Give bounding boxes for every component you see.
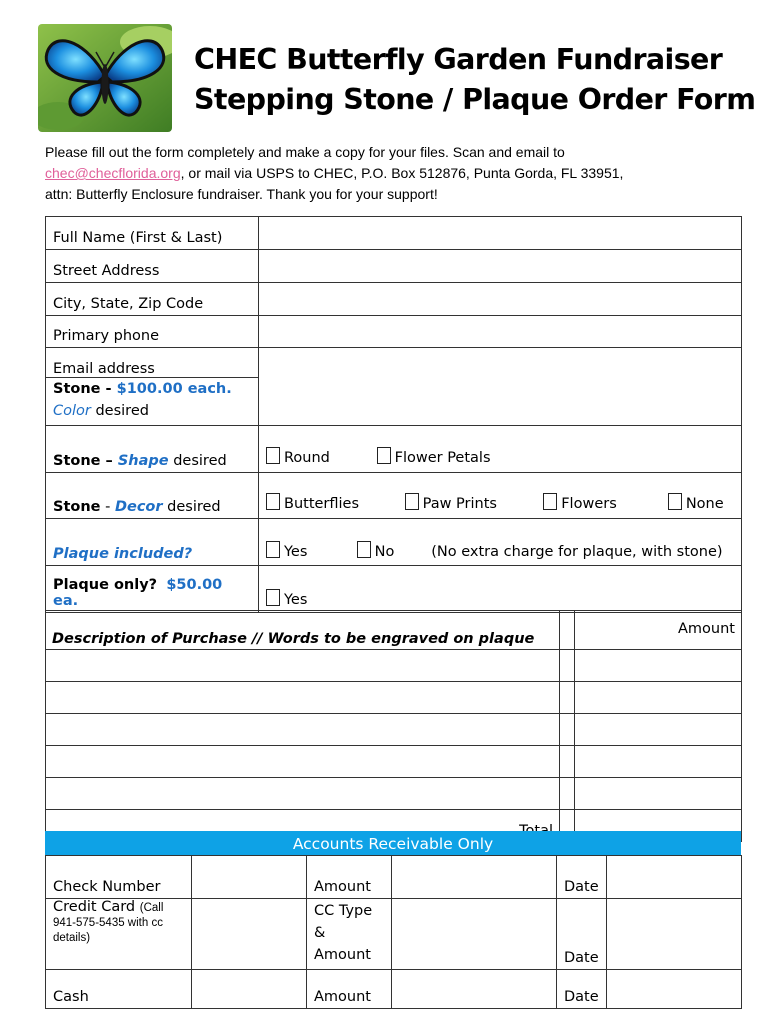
plaque-included-no[interactable]: [357, 541, 427, 560]
purchase-line-5: [46, 778, 742, 810]
row-plaque-only: [46, 566, 742, 613]
page-title: [194, 40, 755, 120]
purchase-description-input[interactable]: [46, 682, 560, 714]
shape-option-label: Round: [284, 450, 330, 466]
street-label: Street Address: [46, 250, 259, 283]
call-note: (Call: [139, 902, 164, 914]
purchase-table: [45, 610, 742, 842]
plaque-included-text: Plaque included?: [53, 546, 193, 562]
decor-suffix: desired: [162, 499, 221, 515]
city-label: City, State, Zip Code: [46, 283, 259, 316]
phone-label: Primary phone: [46, 316, 259, 348]
cc-amount-text: Amount: [314, 947, 371, 963]
cash-label: Cash: [46, 970, 192, 1009]
purchase-line-3: [46, 714, 742, 746]
shape-word: Shape: [117, 453, 169, 469]
cc-date-label: Date: [557, 899, 607, 970]
stone-price: $100.00 each.: [116, 381, 232, 397]
decor-option-label: Paw Prints: [422, 496, 497, 512]
purchase-line-4: [46, 746, 742, 778]
stone-color-prefix: Stone -: [53, 381, 117, 397]
purchase-description-input[interactable]: [46, 746, 560, 778]
full-name-input[interactable]: [259, 217, 742, 250]
plaque-only-yes[interactable]: [266, 589, 307, 608]
cc-date-input[interactable]: [606, 899, 741, 970]
decor-option-none[interactable]: [668, 493, 724, 512]
purchase-line-1: [46, 650, 742, 682]
plaque-note: (No extra charge for plaque, with stone): [431, 544, 723, 560]
purchase-line-2: [46, 682, 742, 714]
stone-decor-label: [46, 473, 259, 519]
decor-prefix: Stone: [53, 499, 101, 515]
cash-amount-input[interactable]: [392, 970, 557, 1009]
plaque-only-text: Plaque only?: [53, 577, 158, 593]
email-link[interactable]: chec@checflorida.org: [45, 165, 181, 181]
divider-cell: [560, 650, 575, 682]
row-plaque-included: [46, 519, 742, 566]
decor-option-label: None: [685, 496, 724, 512]
purchase-description-input[interactable]: [46, 778, 560, 810]
check-number-label: Check Number: [46, 856, 192, 899]
divider-cell: [560, 714, 575, 746]
color-suffix: desired: [90, 403, 149, 419]
plaque-included-label: [46, 519, 259, 566]
shape-options: [259, 426, 742, 473]
cash-date-input[interactable]: [606, 970, 741, 1009]
decor-option-flowers[interactable]: [543, 493, 663, 512]
purchase-description-input[interactable]: [46, 650, 560, 682]
full-name-label: Full Name (First & Last): [46, 217, 259, 250]
decor-dash: -: [100, 499, 115, 515]
amount-header: Amount: [575, 611, 742, 650]
plaque-only-yes-label: Yes: [284, 592, 308, 608]
row-cash: [46, 970, 742, 1009]
stone-color-label: [46, 378, 259, 426]
intro-line-1: Please fill out the form completely and make a copy for your files. Scan and email to: [45, 144, 565, 160]
shape-option-label: Flower Petals: [394, 450, 491, 466]
accounts-receivable-banner: Accounts Receivable Only: [45, 831, 741, 855]
title-line-2: Stepping Stone / Plaque Order Form: [194, 83, 756, 116]
row-check: [46, 856, 742, 899]
email-label: Email address: [46, 348, 259, 378]
divider-cell: [560, 611, 575, 650]
phone-input[interactable]: [259, 316, 742, 348]
cash-amount-label: Amount: [307, 970, 392, 1009]
checkbox-icon[interactable]: [266, 447, 280, 464]
row-city: [46, 283, 742, 316]
intro-line-2-rest: , or mail via USPS to CHEC, P.O. Box 512876, Punta Gorda, FL 33951,: [180, 165, 624, 181]
accounts-table: [45, 855, 742, 1009]
stone-shape-label: [46, 426, 259, 473]
purchase-amount-input[interactable]: [575, 746, 742, 778]
street-input[interactable]: [259, 250, 742, 283]
plaque-only-price: $50.00 ea.: [53, 577, 223, 609]
purchase-amount-input[interactable]: [575, 714, 742, 746]
check-date-label: Date: [557, 856, 607, 899]
purchase-description-input[interactable]: [46, 714, 560, 746]
purchase-amount-input[interactable]: [575, 650, 742, 682]
checkbox-icon[interactable]: [668, 493, 682, 510]
credit-card-text: Credit Card: [53, 899, 136, 915]
row-credit-card: [46, 899, 742, 970]
decor-word: Decor: [114, 499, 163, 515]
phone-note: 941-575-5435 with cc details): [53, 917, 163, 944]
checkbox-icon[interactable]: [405, 493, 419, 510]
decor-option-label: Butterflies: [284, 496, 360, 512]
city-input[interactable]: [259, 283, 742, 316]
intro-text: [45, 142, 735, 205]
description-header-text: Description of Purchase // Words to be engraved on plaque: [52, 631, 535, 647]
decor-option-paw-prints[interactable]: [405, 493, 539, 512]
cc-type-text: CC Type &: [314, 903, 373, 941]
shape-prefix: Stone –: [53, 453, 118, 469]
plaque-only-label: [46, 566, 259, 613]
decor-option-label: Flowers: [561, 496, 617, 512]
row-full-name: [46, 217, 742, 250]
row-phone: [46, 316, 742, 348]
row-stone-shape: [46, 426, 742, 473]
credit-card-label: [46, 899, 192, 970]
check-date-input[interactable]: [606, 856, 741, 899]
purchase-amount-input[interactable]: [575, 778, 742, 810]
order-form-table: [45, 216, 742, 613]
check-amount-input[interactable]: [392, 856, 557, 899]
row-email: [46, 348, 742, 378]
description-header: [46, 611, 560, 650]
title-line-1: CHEC Butterfly Garden Fundraiser: [194, 43, 723, 76]
divider-cell: [560, 682, 575, 714]
checkbox-icon[interactable]: [266, 541, 280, 558]
color-word: Color: [53, 403, 91, 419]
checkbox-icon[interactable]: [266, 589, 280, 606]
credit-card-input[interactable]: [192, 899, 307, 970]
plaque-included-yes[interactable]: [266, 541, 352, 560]
intro-line-3: attn: Butterfly Enclosure fundraiser. Thank you for your support!: [45, 186, 438, 202]
shape-option-round[interactable]: [266, 447, 372, 466]
email-and-color-input[interactable]: [259, 348, 742, 426]
plaque-included-yes-label: Yes: [284, 544, 308, 560]
check-amount-label: Amount: [307, 856, 392, 899]
plaque-included-options: [259, 519, 742, 566]
check-number-input[interactable]: [192, 856, 307, 899]
decor-options: [259, 473, 742, 519]
intro-line-2: [45, 163, 735, 184]
shape-suffix: desired: [168, 453, 227, 469]
cash-date-label: Date: [557, 970, 607, 1009]
checkbox-icon[interactable]: [357, 541, 371, 558]
divider-cell: [560, 778, 575, 810]
decor-option-butterflies[interactable]: [266, 493, 400, 512]
butterfly-logo: [38, 24, 172, 132]
plaque-included-no-label: No: [374, 544, 395, 560]
shape-option-flower-petals[interactable]: [377, 447, 491, 466]
checkbox-icon[interactable]: [266, 493, 280, 510]
checkbox-icon[interactable]: [543, 493, 557, 510]
plaque-only-options: [259, 566, 742, 613]
divider-cell: [560, 746, 575, 778]
purchase-header-row: [46, 611, 742, 650]
cc-type-label: [307, 899, 392, 970]
purchase-amount-input[interactable]: [575, 682, 742, 714]
cc-amount-input[interactable]: [392, 899, 557, 970]
checkbox-icon[interactable]: [377, 447, 391, 464]
cash-input[interactable]: [192, 970, 307, 1009]
row-street: [46, 250, 742, 283]
row-stone-decor: [46, 473, 742, 519]
